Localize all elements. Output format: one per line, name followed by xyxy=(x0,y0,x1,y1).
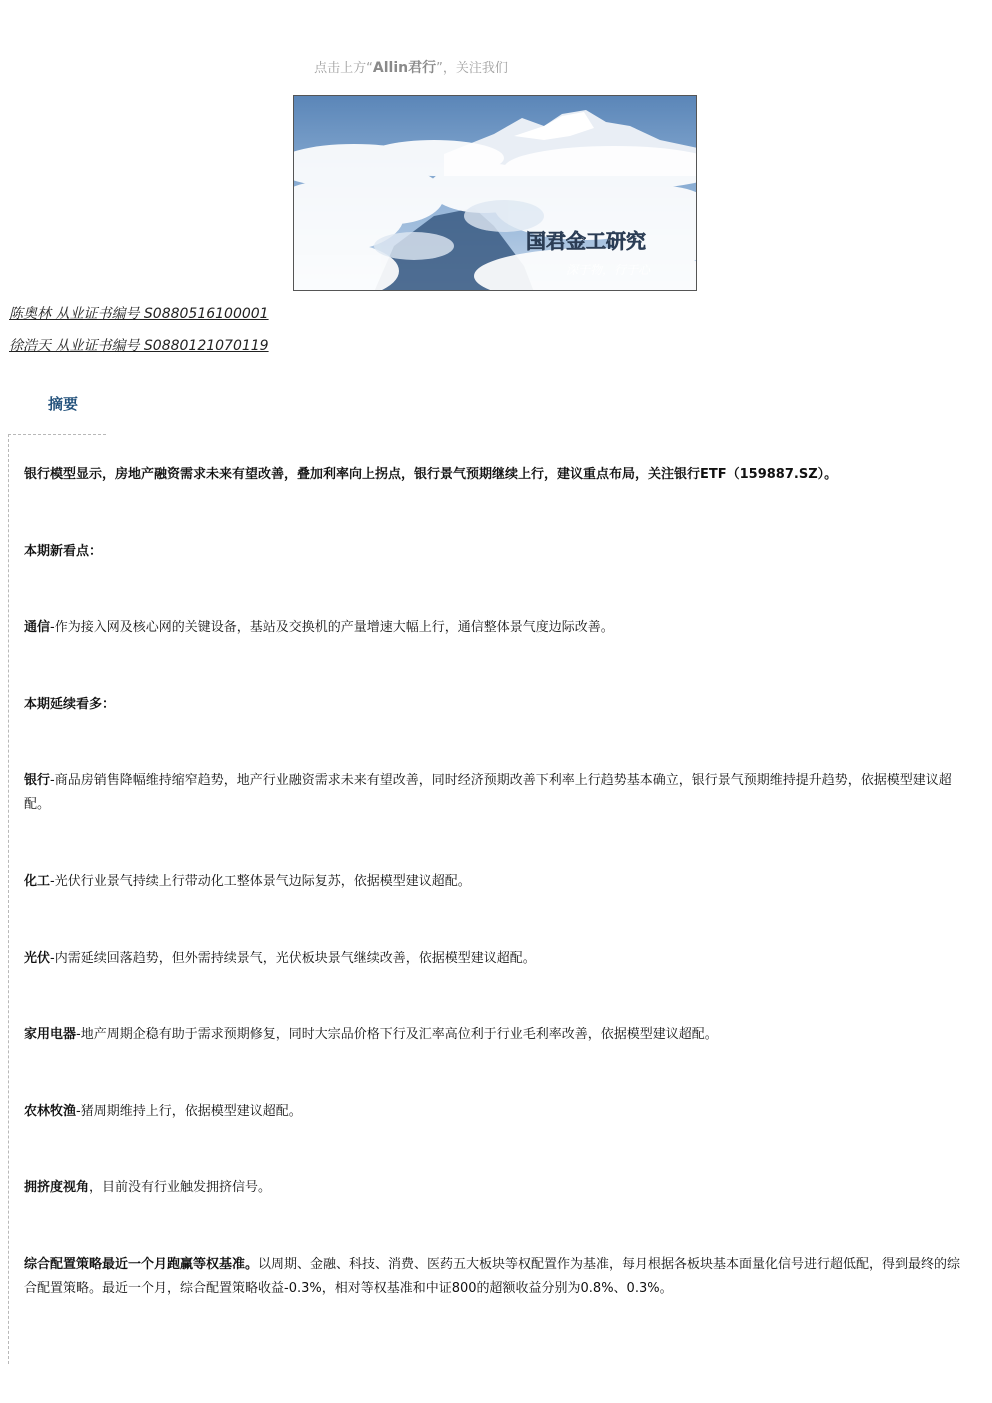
author-line[interactable]: 陈奥林 从业证书编号 S0880516100001 xyxy=(9,306,269,322)
follow-prompt: 点击上方“Allin君行”，关注我们 xyxy=(314,60,508,76)
industry-item: 光伏-内需延续回落趋势，但外需持续景气，光伏板块景气继续改善，依据模型建议超配。 xyxy=(24,951,536,966)
mountain-cloud-illustration xyxy=(294,96,697,291)
banner-image xyxy=(293,95,697,291)
strategy-summary: 综合配置策略最近一个月跑赢等权基准。以周期、金融、科技、消费、医药五大板块等权配置作为基准，每月根据各板块基本面量化信号进行超低配，得到最终的综合配置策略。最近一个月，综合配置策略收益-0.3%，相对等权基准和中证800的超额收益分别为0.8%、0.3%。 xyxy=(24,1257,961,1296)
industry-item: 银行-商品房销售降幅维持缩窄趋势，地产行业融资需求未来有望改善，同时经济预期改善下利率上行趋势基本确立，银行景气预期维持提升趋势，依据模型建议超配。 xyxy=(24,773,952,812)
divider xyxy=(8,434,106,435)
abstract-headline: 银行模型显示，房地产融资需求未来有望改善，叠加利率向上拐点，银行景气预期继续上行，建议重点布局，关注银行ETF（159887.SZ）。 xyxy=(24,467,838,482)
industry-item: 化工-光伏行业景气持续上行带动化工整体景气边际复苏，依据模型建议超配。 xyxy=(24,874,471,889)
banner-motto: 深于物，行于心 xyxy=(566,263,651,277)
continue-section-title: 本期延续看多： xyxy=(24,697,116,712)
divider xyxy=(8,434,9,1364)
industry-item: 家用电器-地产周期企稳有助于需求预期修复，同时大宗品价格下行及汇率高位利于行业毛利率改善，依据模型建议超配。 xyxy=(24,1027,718,1042)
abstract-title: 摘要 xyxy=(48,395,79,413)
industry-item: 通信-作为接入网及核心网的关键设备，基站及交换机的产量增速大幅上行，通信整体景气度边际改善。 xyxy=(24,620,614,635)
author-line[interactable]: 徐浩天 从业证书编号 S0880121070119 xyxy=(9,338,269,354)
account-name[interactable]: Allin君行 xyxy=(372,60,437,76)
banner-title: 国君金工研究 xyxy=(526,229,646,253)
new-section-title: 本期新看点： xyxy=(24,544,103,559)
industry-item: 农林牧渔-猪周期维持上行，依据模型建议超配。 xyxy=(24,1104,302,1119)
crowding-view: 拥挤度视角，目前没有行业触发拥挤信号。 xyxy=(24,1180,272,1195)
